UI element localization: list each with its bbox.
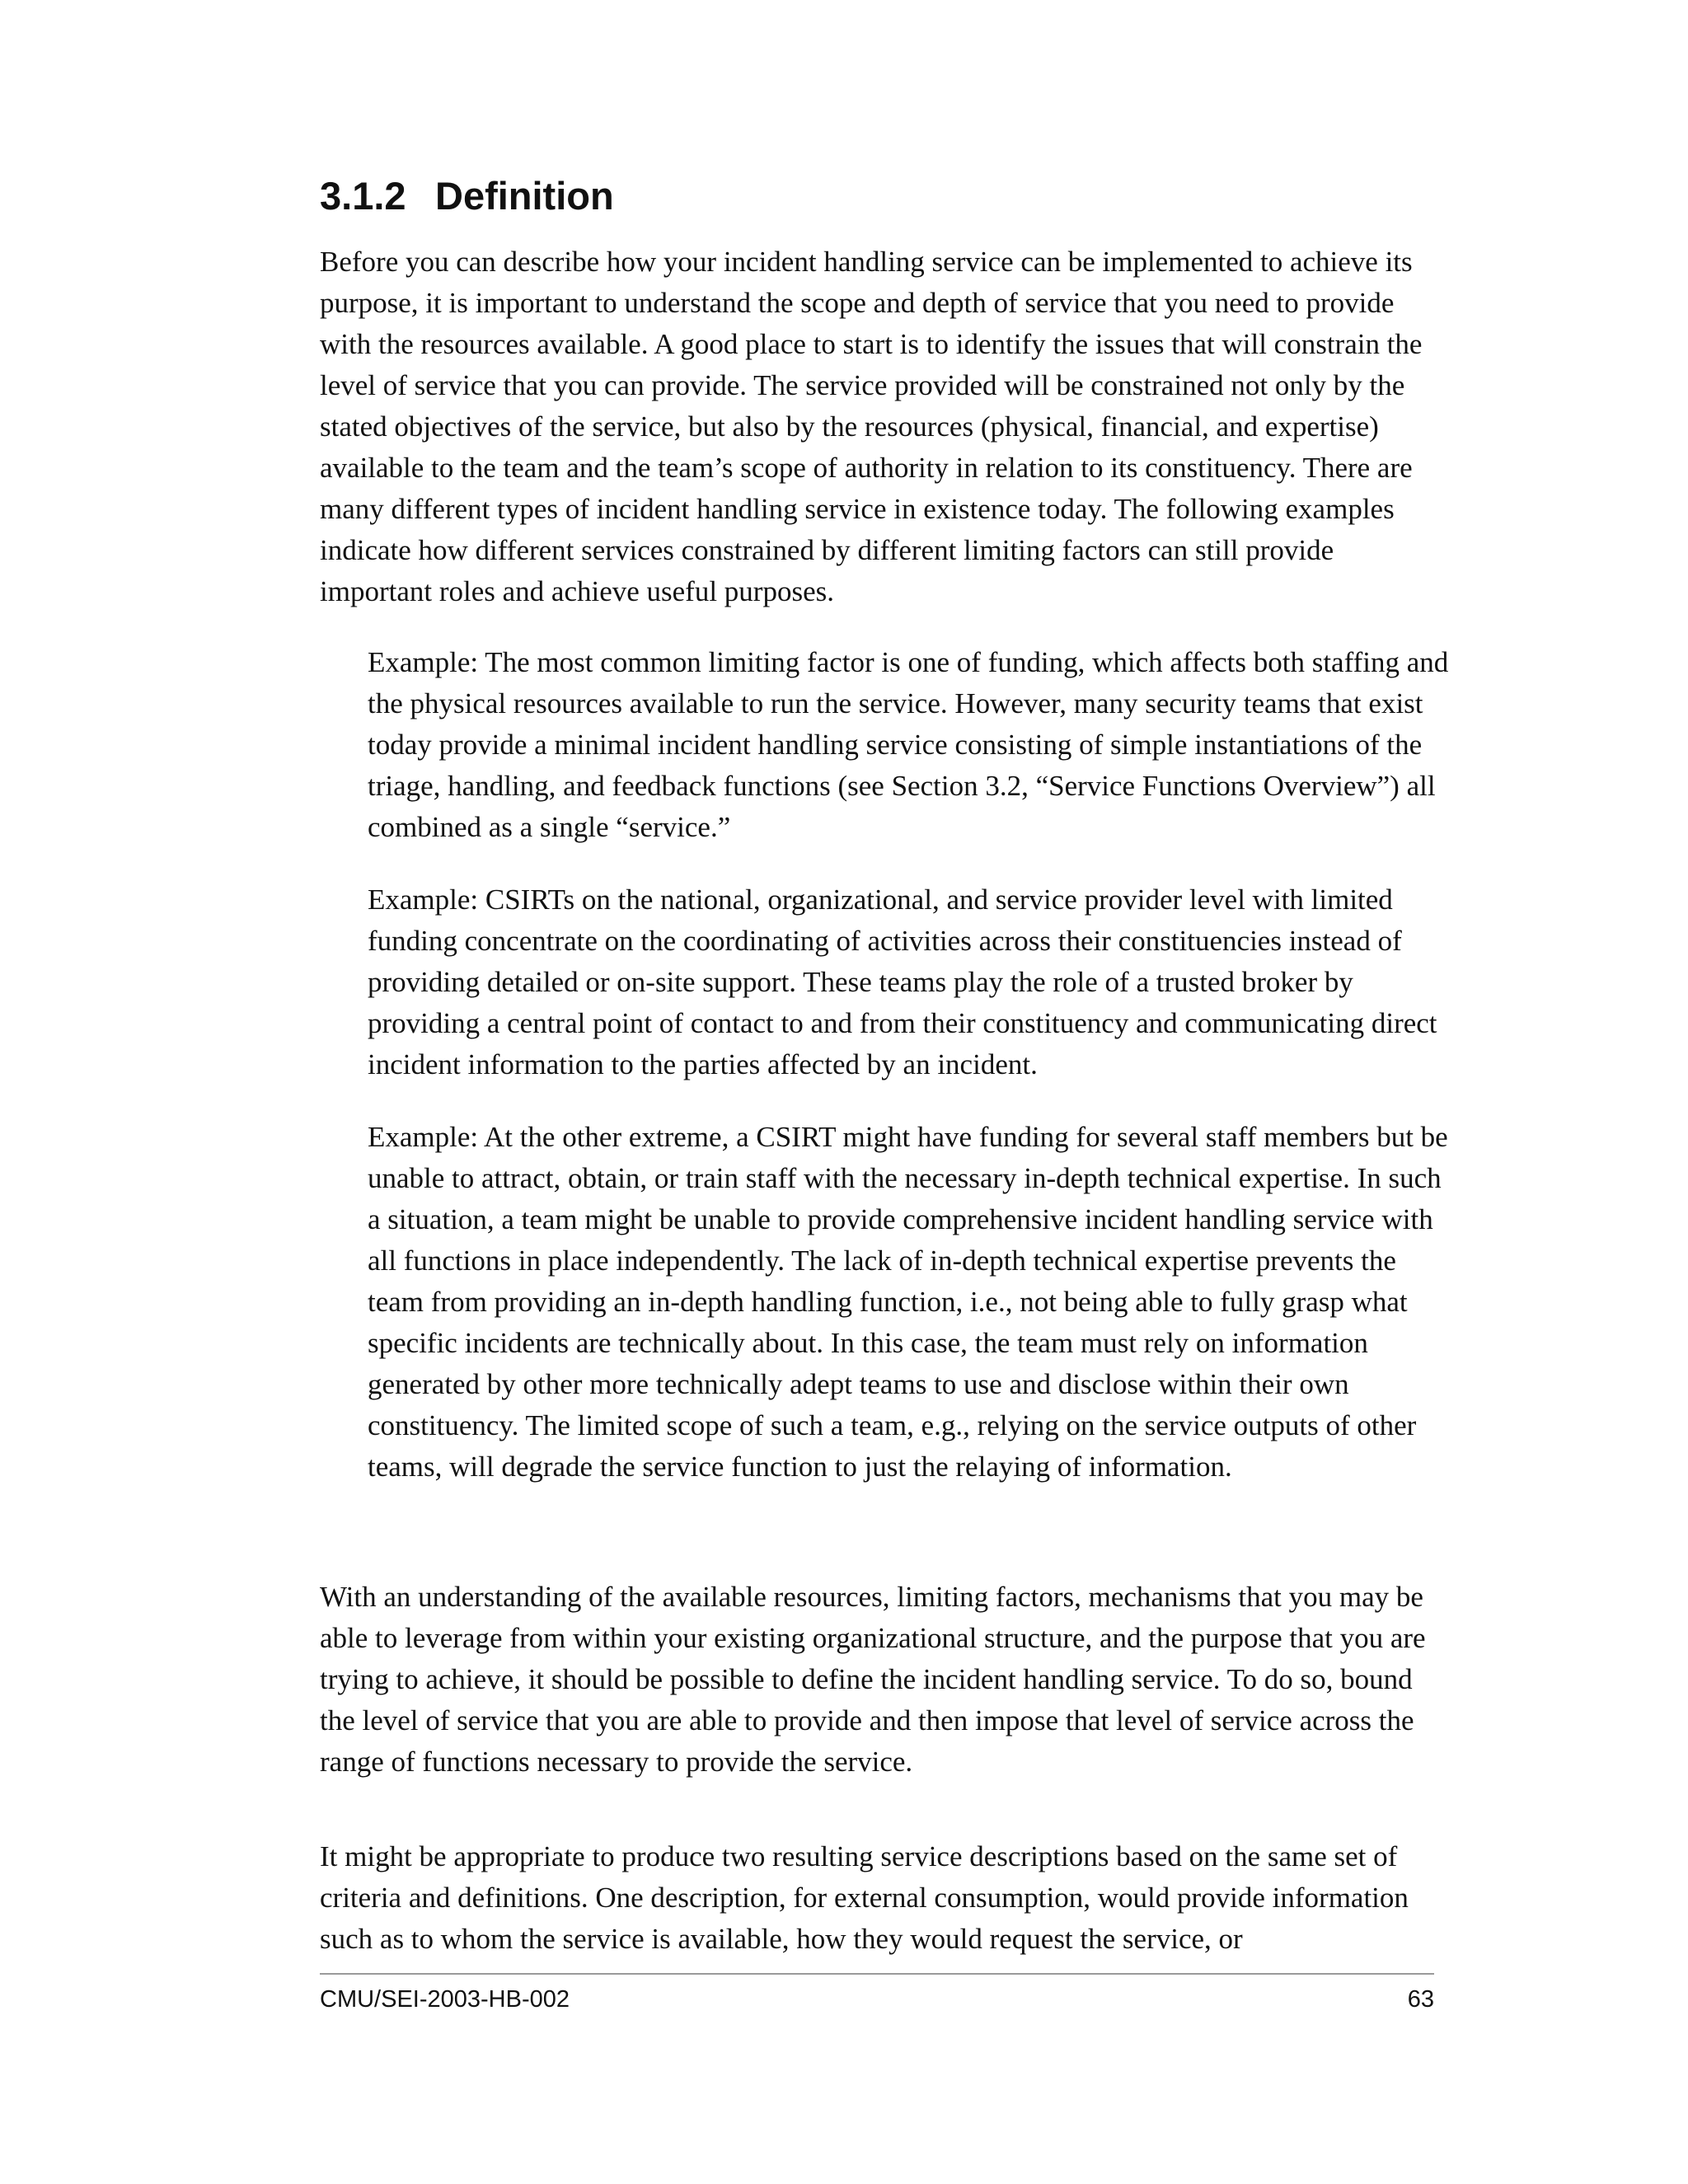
footer-page-number: 63	[1407, 1986, 1434, 2013]
example-paragraph-expertise: Example: At the other extreme, a CSIRT might have funding for several staff members but be unable to attract, obtain, or train staff with the necessary in-depth technical expertise. In such a situation, a team might be unable to provide comprehensive incident handling service with all functions in place independently. The lack of in-depth technical expertise prevents the team from providing an in-depth handling function, i.e., not being able to fully grasp what specific incidents are technically about. In this case, the team must rely on information generated by other more technically adept teams to use and disclose within their own constituency. The limited scope of such a team, e.g., relying on the service outputs of other teams, will degrade the service function to just the relaying of information.	[368, 1121, 1448, 1483]
footer-divider	[320, 1973, 1434, 1975]
understanding-paragraph: With an understanding of the available resources, limiting factors, mechanisms that you may be able to leverage from within your existing organizational structure, and the purpose that you are trying to achieve, it should be possible to define the incident handling service. To do so, bound the level of service that you are able to provide and then impose that level of service across the range of functions necessary to provide the service.	[320, 1581, 1426, 1778]
example-paragraph-coordination: Example: CSIRTs on the national, organizational, and service provider level with limited funding concentrate on the coordinating of activities across their constituencies instead of providing detailed or on-site support. These teams play the role of a trusted broker by providing a central point of contact to and from their constituency and communicating direct incident information to the parties affected by an incident.	[368, 883, 1437, 1080]
service-descriptions-paragraph: It might be appropriate to produce two resulting service descriptions based on the same set of criteria and definitions. One description, for external consumption, would provide information such as to whom the service is available, how they would request the service, or	[320, 1840, 1409, 1955]
intro-paragraph: Before you can describe how your incident handling service can be implemented to achieve its purpose, it is important to understand the scope and depth of service that you need to provide with the resources available. A good place to start is to identify the issues that will constrain the level of service that you can provide. The service provided will be constrained not only by the stated objectives of the service, but also by the resources (physical, financial, and expertise) available to the team and the team’s scope of authority in relation to its constituency. There are many different types of incident handling service in existence today. The following examples indicate how different services constrained by different limiting factors can still provide important roles and achieve useful purposes.	[320, 246, 1423, 607]
section-number: 3.1.2	[320, 174, 406, 218]
section-heading	[320, 168, 614, 224]
example-paragraph-funding: Example: The most common limiting factor is one of funding, which affects both staffing and the physical resources available to run the service. However, many security teams that exist today provide a minimal incident handling service consisting of simple instantiations of the triage, handling, and feedback functions (see Section 3.2, “Service Functions Overview”) all combined as a single “service.”	[368, 646, 1449, 843]
section-title: Definition	[435, 174, 614, 218]
footer-document-id: CMU/SEI-2003-HB-002	[320, 1986, 570, 2013]
